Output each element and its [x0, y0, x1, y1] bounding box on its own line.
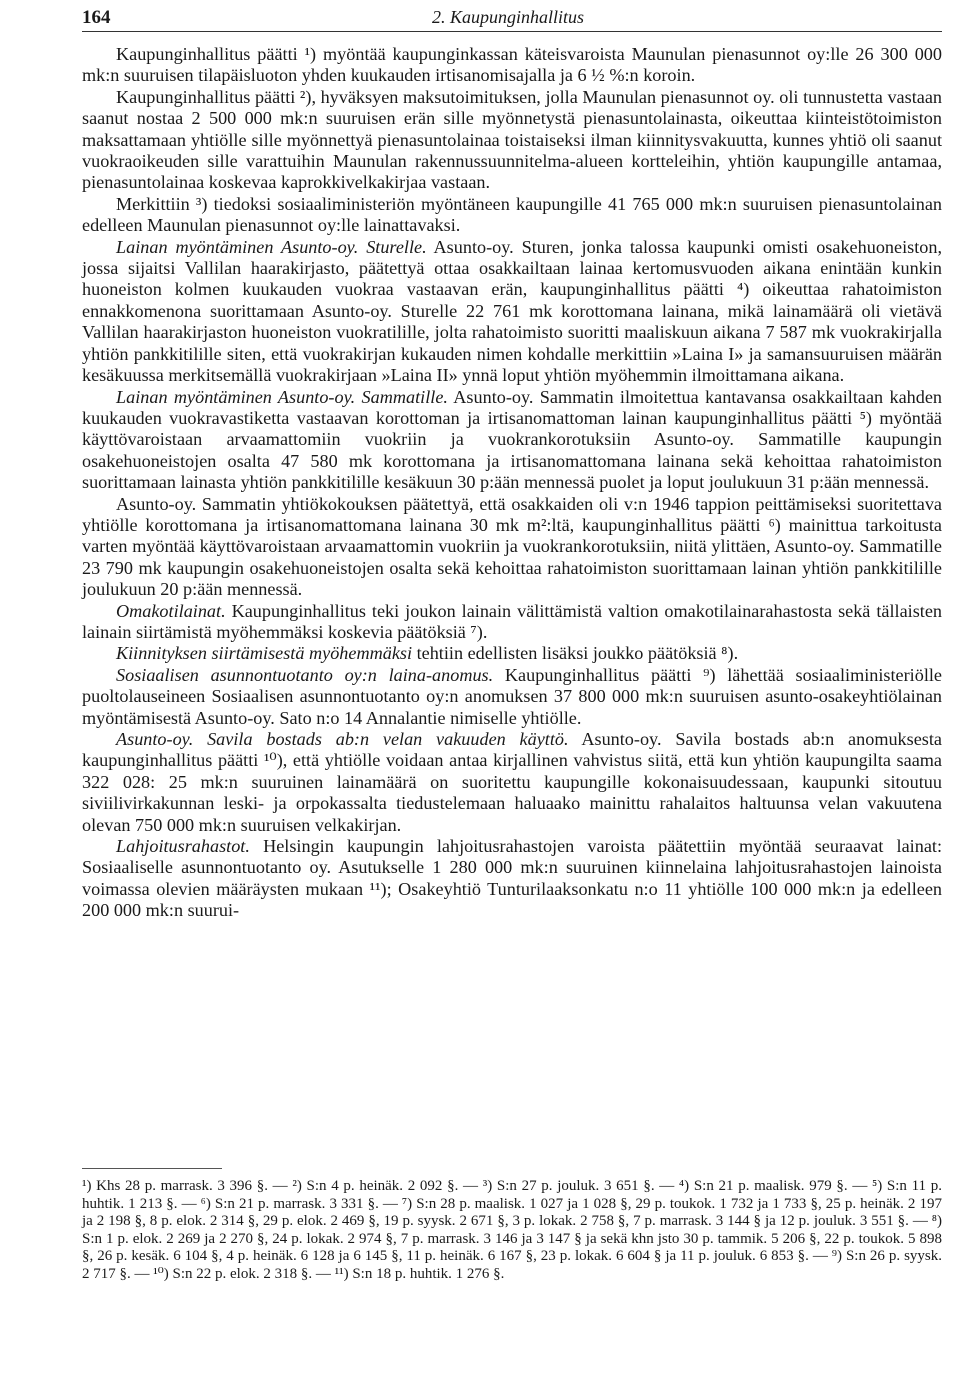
section-paragraph [82, 601, 942, 644]
section-text: Helsingin kaupungin lahjoitusrahastojen varoista päätettiin myöntää seuraavat lainat: Sosiaaliselle asunnontuotanto oy. Asutukselle 1 280 000 mk:n suuruinen kiinnelaina lahjoitusrahastojen lainoista voimassa olevien määräysten mukaan ¹¹); Osakeyhtiö Tunturilaaksonkatu n:o 11 yhtiölle 100 000 mk:n ja edelleen 200 000 mk:n suurui- [82, 836, 942, 921]
section-paragraph [82, 494, 942, 601]
body-text [82, 44, 942, 922]
section-paragraph [82, 729, 942, 836]
section-text: Asunto-oy. Savila bostads ab:n anomuksesta kaupunginhallitus päätti ¹⁰), että yhtiölle voidaan antaa kirjallinen vahvistus siitä, että kun yhtiön kaupungilta saama 322 028: 25 mk:n suuruinen lainamäärä on suoritettu kaupungille kokonaisuudessaan, kaupunki sitoutuu siviilivirkakunnan leski- ja orpokassalta tiedustelemaan haluaako mainittu rahalaitos haltuunsa velan vakuutena olevan 750 000 mk:n suuruisen velkakirjan. [82, 729, 943, 835]
section-paragraph [82, 836, 942, 922]
section-paragraph [82, 643, 942, 664]
footnotes: ¹) Khs 28 p. marrask. 3 396 §. — ²) S:n 4 p. heinäk. 2 092 §. — ³) S:n 27 p. jouluk. 3 651 §. — ⁴) S:n 21 p. maalisk. 979 §. — ⁵) S:n 11 p. huhtik. 1 213 §. — ⁶) S:n 21 p. marrask. 3 331 §. — ⁷) S:n 28 p. maalisk. 1 027 ja 1 028 §, 29 p. toukok. 1 732 ja 1 733 §, 25 p. heinäk. 2 197 ja 2 198 §, 8 p. elok. 2 314 §, 29 p. elok. 2 469 §, 19 p. syysk. 2 671 §, 3 p. lokak. 2 758 §, 7 p. marrask. 3 144 § ja 12 p. jouluk. 3 551 §. — ⁸) S:n 1 p. elok. 2 269 ja 2 270 §, 24 p. lokak. 2 974 §, 7 p. marrask. 3 146 ja 3 147 § ja sekä khn jsto 30 p. tammik. 5 206 §, 22 p. toukok. 5 898 §, 26 p. kesäk. 6 104 §, 4 p. heinäk. 6 128 ja 6 145 §, 11 p. heinäk. 6 167 §, 23 p. lokak. 6 604 § ja 11 p. jouluk. 6 853 §. — ⁹) S:n 26 p. syysk. 2 717 §. — ¹⁰) S:n 22 p. elok. 2 318 §. — ¹¹) S:n 18 p. huhtik. 1 276 §. [82, 1178, 942, 1282]
section-text: Asunto-oy. Sammatin ilmoitettua kantavansa osakkailtaan kahden kuukauden vuokravastiketta vastaavan korottoman ja irtisanomattoman lainan kaupunginhallitus päätti ⁵) myöntää käyttövaroistaan arvaamattomiin vuokriin ja vuokrankorotuksiin Asunto-oy. Sammatille kaupungin osakehuoneistojen osalta 47 580 mk korottomana ja irtisanomattomana lainana sekä kehoittaa rahatoimiston suorittamaan lainasta yhtiön pankkitilille kesäkuun 30 p:ään mennessä puolet ja loput joulukuun 31 p:ään mennessä. [82, 386, 942, 493]
footnote-divider [82, 1168, 222, 1169]
paragraph: Kaupunginhallitus päätti ¹) myöntää kaupunginkassan käteisvaroista Maunulan pienasunnot oy:lle 26 300 000 mk:n suuruisen tilapäisluoton yhden kuukauden irtisanomisajalla ja 6 ½ %:n koroin. [82, 44, 942, 86]
running-head: 2. Kaupunginhallitus [432, 7, 585, 27]
page-number: 164 [82, 7, 111, 28]
section-paragraph [82, 387, 942, 494]
section-text: Kaupunginhallitus teki joukon lainain välittämistä valtion omakotilainarahastosta sekä tällaisten lainain siirtämistä myöhemmäksi koskevia päätöksiä ⁷). [82, 600, 943, 642]
paragraph: Merkittiin ³) tiedoksi sosiaaliministeriön myöntäneen kaupungille 41 765 000 mk:n suuruisen pienasuntolainan edelleen Maunulan pienasunnot oy:lle lainattavaksi. [82, 193, 942, 236]
section-title: Lahjoitusrahastot. [116, 836, 250, 857]
section-title: Omakotilainat. [116, 600, 226, 621]
section-title: Kiinnityksen siirtämisestä myöhemmäksi [116, 643, 413, 664]
section-paragraph [82, 665, 942, 729]
page-header [82, 5, 942, 32]
section-text: tehtiin edellisten lisäksi joukko päätöksiä ⁸). [416, 643, 739, 664]
section-title: Asunto-oy. Savila bostads ab:n velan vakuuden käyttö. [116, 729, 569, 749]
section-text: Asunto-oy. Sammatin yhtiökokouksen päätettyä, että osakkaiden oli v:n 1946 tappion peittämiseksi suoritettava yhtiölle korottomana ja irtisanomattomana lainana 30 mk m²:ltä, kaupunginhallitus päätti ⁶) mainittua tarkoitusta varten myöntää käyttövaroistaan arvaamattomin vuokriin ja vuokrankorotuksiin, niitä ylittäen, Asunto-oy. Sammatille 23 790 mk kaupungin osakehuoneistojen osalta sekä kehoittaa rahatoimiston suorittamaan lainan yhtiön pankkitilille joulukuun 20 p:ään mennessä. [82, 493, 942, 600]
section-title: Sosiaalisen asunnontuotanto oy:n laina-anomus. [116, 664, 494, 685]
section-title: Lainan myöntäminen Asunto-oy. Sturelle. [116, 236, 427, 257]
section-paragraph [82, 237, 942, 387]
section-text: Kaupunginhallitus päätti ⁹) lähettää sosiaaliministeriölle puoltolauseineen Sosiaalisen asunnontuotanto oy:n anomuksen 37 800 000 mk:n suuruisen asunto-osakeyhtiölainan myöntämisestä Asunto-oy. Sato n:o 14 Annalantie nimiselle yhtiölle. [82, 664, 943, 728]
section-title: Lainan myöntäminen Asunto-oy. Sammatille. [116, 386, 448, 407]
section-text: Asunto-oy. Sturen, jonka talossa kaupunki omisti osakehuoneiston, jossa sijaitsi Vallilan haarakirjasto, päätettyä ottaa osakkailtaan lainaa kertomusvuoden aikana enintään kunkin huoneiston kolmen kuukauden vuokraa vastaavan erän, kaupunginhallitus päätti ⁴) oikeuttaa rahatoimiston ennakkomenona suorittamaan Asunto-oy. Sturelle 22 761 mk korottomana lainana, mikä lainamäärä oli vietävä Vallilan haarakirjaston huoneiston vuokratilille, jolta rahatoimisto suoritti maaliskuun aikana 7 587 mk vuokrakirjalla yhtiön pankkitilille siten, että vuokrakirjan kukauden nimen kohdalle merkittiin »Laina I» ja samansuuruisen määrän kesäkuussa merkitsemällä vuokrakirjaan »Laina II» ynnä loput yhtiön myöhemmin ilmoittamana aikana. [82, 236, 942, 386]
paragraph: Kaupunginhallitus päätti ²), hyväksyen maksutoimituksen, jolla Maunulan pienasunnot oy. oli tunnustetta vastaan saanut nostaa 2 500 000 mk:n suuruisen erän sille myönnetystä pienasuntolainasta, oikeuttaa kiinteistötoimiston maksattamaan yhtiölle sille myönnettyä pienasuntolainaa toistaiseksi ilman kiinnitysvakuutta, kunnes yhtiö oli saanut vuokraoikeuden sille varattuihin Maunulan rakennussuunnitelma-alueen kortteleihin, yhtiön kaupungille antamaa, pienasuntolainaa koskevaa kaprokkivelkakirjaa vastaan. [82, 86, 942, 193]
